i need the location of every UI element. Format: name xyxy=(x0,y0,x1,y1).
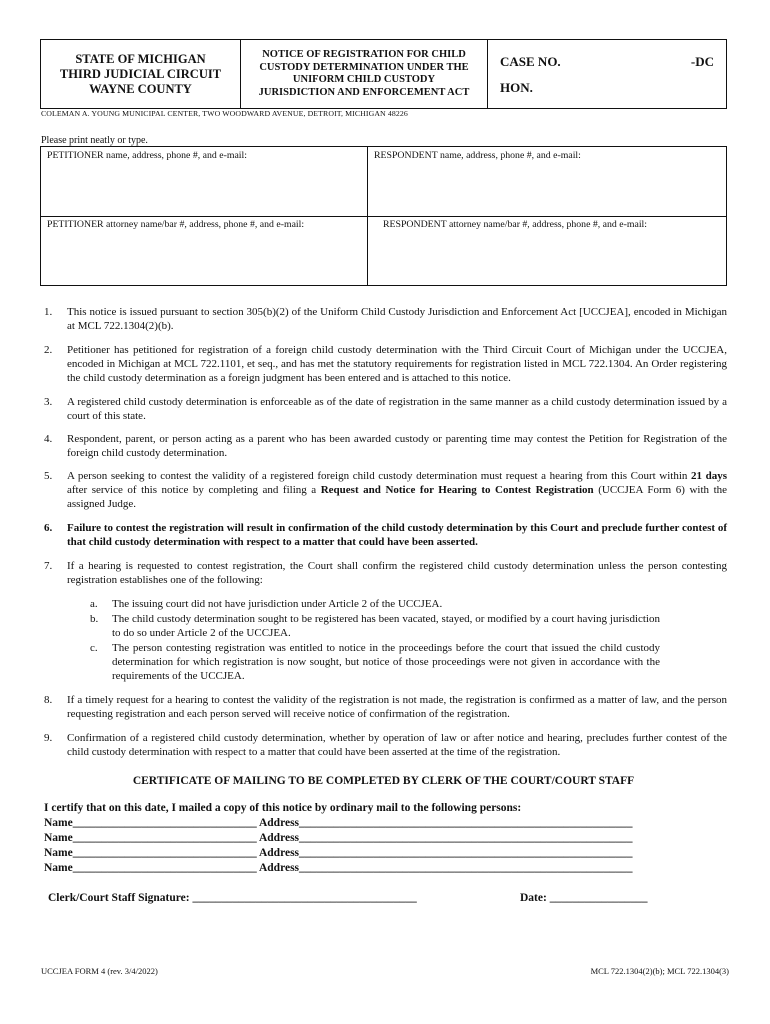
subitem-letter: b. xyxy=(90,613,99,625)
petitioner-attorney-field[interactable]: PETITIONER attorney name/bar #, address, phone #, and e-mail: xyxy=(47,219,305,230)
certificate-intro: I certify that on this date, I mailed a copy of this notice by ordinary mail to the following persons: xyxy=(44,802,522,814)
paragraph-text: Petitioner has petitioned for registration of a foreign child custody determination with the Third Circuit Court of Michigan under the UCCJEA, encoded in Michigan at MCL 722.1101, et seq., and has met the statutory requirements for registration listed in MCL 722.1304. An Order registering the child custody determination as a foreign judgment has been entered and is attached to this notice. xyxy=(67,344,727,384)
subitem-c xyxy=(90,641,660,683)
respondent-attorney-field[interactable]: RESPONDENT attorney name/bar #, address, phone #, and e-mail: xyxy=(383,219,648,230)
paragraph-text: A registered child custody determination is enforceable as of the date of registration in the same manner as a child custody determination issued by a court of this state. xyxy=(67,396,727,422)
form-number: UCCJEA FORM 4 (rev. 3/4/2022) xyxy=(41,966,158,976)
court-line-state: STATE OF MICHIGAN xyxy=(75,51,206,66)
respondent-field[interactable]: RESPONDENT name, address, phone #, and e-mail: xyxy=(374,150,581,161)
subitem-text: The child custody determination sought to be registered has been vacated, stayed, or modified by a court having jurisdiction to do so under Article 2 of the UCCJEA. xyxy=(112,613,660,639)
petitioner-field[interactable]: PETITIONER name, address, phone #, and e-mail: xyxy=(47,150,247,161)
paragraph-text: Confirmation of a registered child custody determination, whether by operation of law or after notice and hearing, precludes further contest of the child custody determination with respect to a matter that could have been asserted at the time of the registration. xyxy=(67,732,727,758)
form-header xyxy=(40,39,727,109)
case-no-label: CASE NO. xyxy=(500,54,561,69)
clerk-signature-line[interactable]: Clerk/Court Staff Signature: _______________________________________ xyxy=(48,892,417,904)
subitem-text: The person contesting registration was entitled to notice in the proceedings before the court that issued the child custody determination for which registration is now sought, but notice of those proceedings were not given in accordance with the requirements of the UCCJEA. xyxy=(112,642,660,682)
paragraph-7 xyxy=(40,559,727,587)
mailing-row-3[interactable]: Name________________________________ Address__________________________________________________________ xyxy=(44,847,633,859)
paragraph-number: 2. xyxy=(44,344,53,356)
paragraph-1 xyxy=(40,305,727,333)
subitem-letter: c. xyxy=(90,642,98,654)
subitem-text: The issuing court did not have jurisdiction under Article 2 of the UCCJEA. xyxy=(112,598,443,610)
paragraph-3 xyxy=(40,395,727,423)
deadline-emphasis: 21 days xyxy=(691,470,727,482)
court-name-block xyxy=(41,40,241,108)
paragraph-text: This notice is issued pursuant to section 305(b)(2) of the Uniform Child Custody Jurisdiction and Enforcement Act [UCCJEA], encoded in Michigan at MCL 722.1304(2)(b). xyxy=(67,306,727,332)
court-address: COLEMAN A. YOUNG MUNICIPAL CENTER, TWO WOODWARD AVENUE, DETROIT, MICHIGAN 48226 xyxy=(41,109,408,118)
text-part: (UCCJEA Form 6) with the assigned Judge. xyxy=(67,484,728,510)
paragraph-5 xyxy=(40,469,727,511)
grid-divider-horizontal xyxy=(41,216,726,217)
case-info-block[interactable] xyxy=(488,40,726,108)
text-part: after service of this notice by completing and filing a xyxy=(67,484,321,496)
print-instruction: Please print neatly or type. xyxy=(41,135,148,146)
paragraph-number: 1. xyxy=(44,306,53,318)
subitem-a xyxy=(90,597,660,611)
judge-label: HON. xyxy=(500,80,533,95)
paragraph-number: 4. xyxy=(44,433,53,445)
paragraph-2 xyxy=(40,343,727,385)
paragraph-number: 6. xyxy=(44,522,53,534)
paragraph-number: 7. xyxy=(44,560,53,572)
mailing-row-4[interactable]: Name________________________________ Address__________________________________________________________ xyxy=(44,862,633,874)
paragraph-number: 5. xyxy=(44,470,53,482)
mailing-row-2[interactable]: Name________________________________ Address__________________________________________________________ xyxy=(44,832,633,844)
paragraph-6 xyxy=(40,521,727,549)
form-title-line-1: NOTICE OF REGISTRATION FOR CHILD xyxy=(262,49,466,60)
subitem-letter: a. xyxy=(90,598,98,610)
paragraph-number: 9. xyxy=(44,732,53,744)
paragraph-text: Failure to contest the registration will result in confirmation of the child custody determination by this Court and preclude further contest of that child custody determination with respect to a matter that could have been asserted. xyxy=(67,522,727,548)
form-title-line-4: JURISDICTION AND ENFORCEMENT ACT xyxy=(258,86,470,98)
mailing-row-1[interactable]: Name________________________________ Address__________________________________________________________ xyxy=(44,817,633,829)
form-title-line-2: CUSTODY DETERMINATION UNDER THE xyxy=(259,61,469,73)
statute-reference: MCL 722.1304(2)(b); MCL 722.1304(3) xyxy=(590,966,729,976)
form-name-emphasis: Request and Notice for Hearing to Contest Registration xyxy=(320,484,594,496)
form-title-block xyxy=(241,40,488,108)
paragraph-number: 3. xyxy=(44,396,53,408)
court-line-circuit: THIRD JUDICIAL CIRCUIT xyxy=(59,66,222,81)
paragraph-text: Respondent, parent, or person acting as a parent who has been awarded custody or parenting time may contest the Petition for Registration of the foreign child custody determination. xyxy=(67,433,727,459)
paragraph-text: If a timely request for a hearing to contest the validity of the registration is not made, the registration is confirmed as a matter of law, and the person requesting registration and each person served will receive notice of confirmation of the registration. xyxy=(67,694,727,720)
parties-grid xyxy=(40,146,727,286)
paragraph-text: If a hearing is requested to contest registration, the Court shall confirm the registered child custody determination unless the person contesting registration establishes one of the following: xyxy=(67,560,727,586)
paragraph-text xyxy=(67,469,727,511)
date-line[interactable]: Date: _________________ xyxy=(520,892,648,904)
form-title-line-3: UNIFORM CHILD CUSTODY xyxy=(292,74,436,85)
paragraph-9 xyxy=(40,731,727,759)
court-line-county: WAYNE COUNTY xyxy=(89,81,192,96)
subitem-b xyxy=(90,612,660,640)
certificate-title: CERTIFICATE OF MAILING TO BE COMPLETED BY CLERK OF THE COURT/COURT STAFF xyxy=(132,775,635,787)
paragraph-8 xyxy=(40,693,727,721)
paragraph-number: 8. xyxy=(44,694,53,706)
case-suffix: -DC xyxy=(690,54,714,69)
text-part: A person seeking to contest the validity of a registered foreign child custody determination must request a hearing from this Court within xyxy=(67,470,691,482)
paragraph-4 xyxy=(40,432,727,460)
